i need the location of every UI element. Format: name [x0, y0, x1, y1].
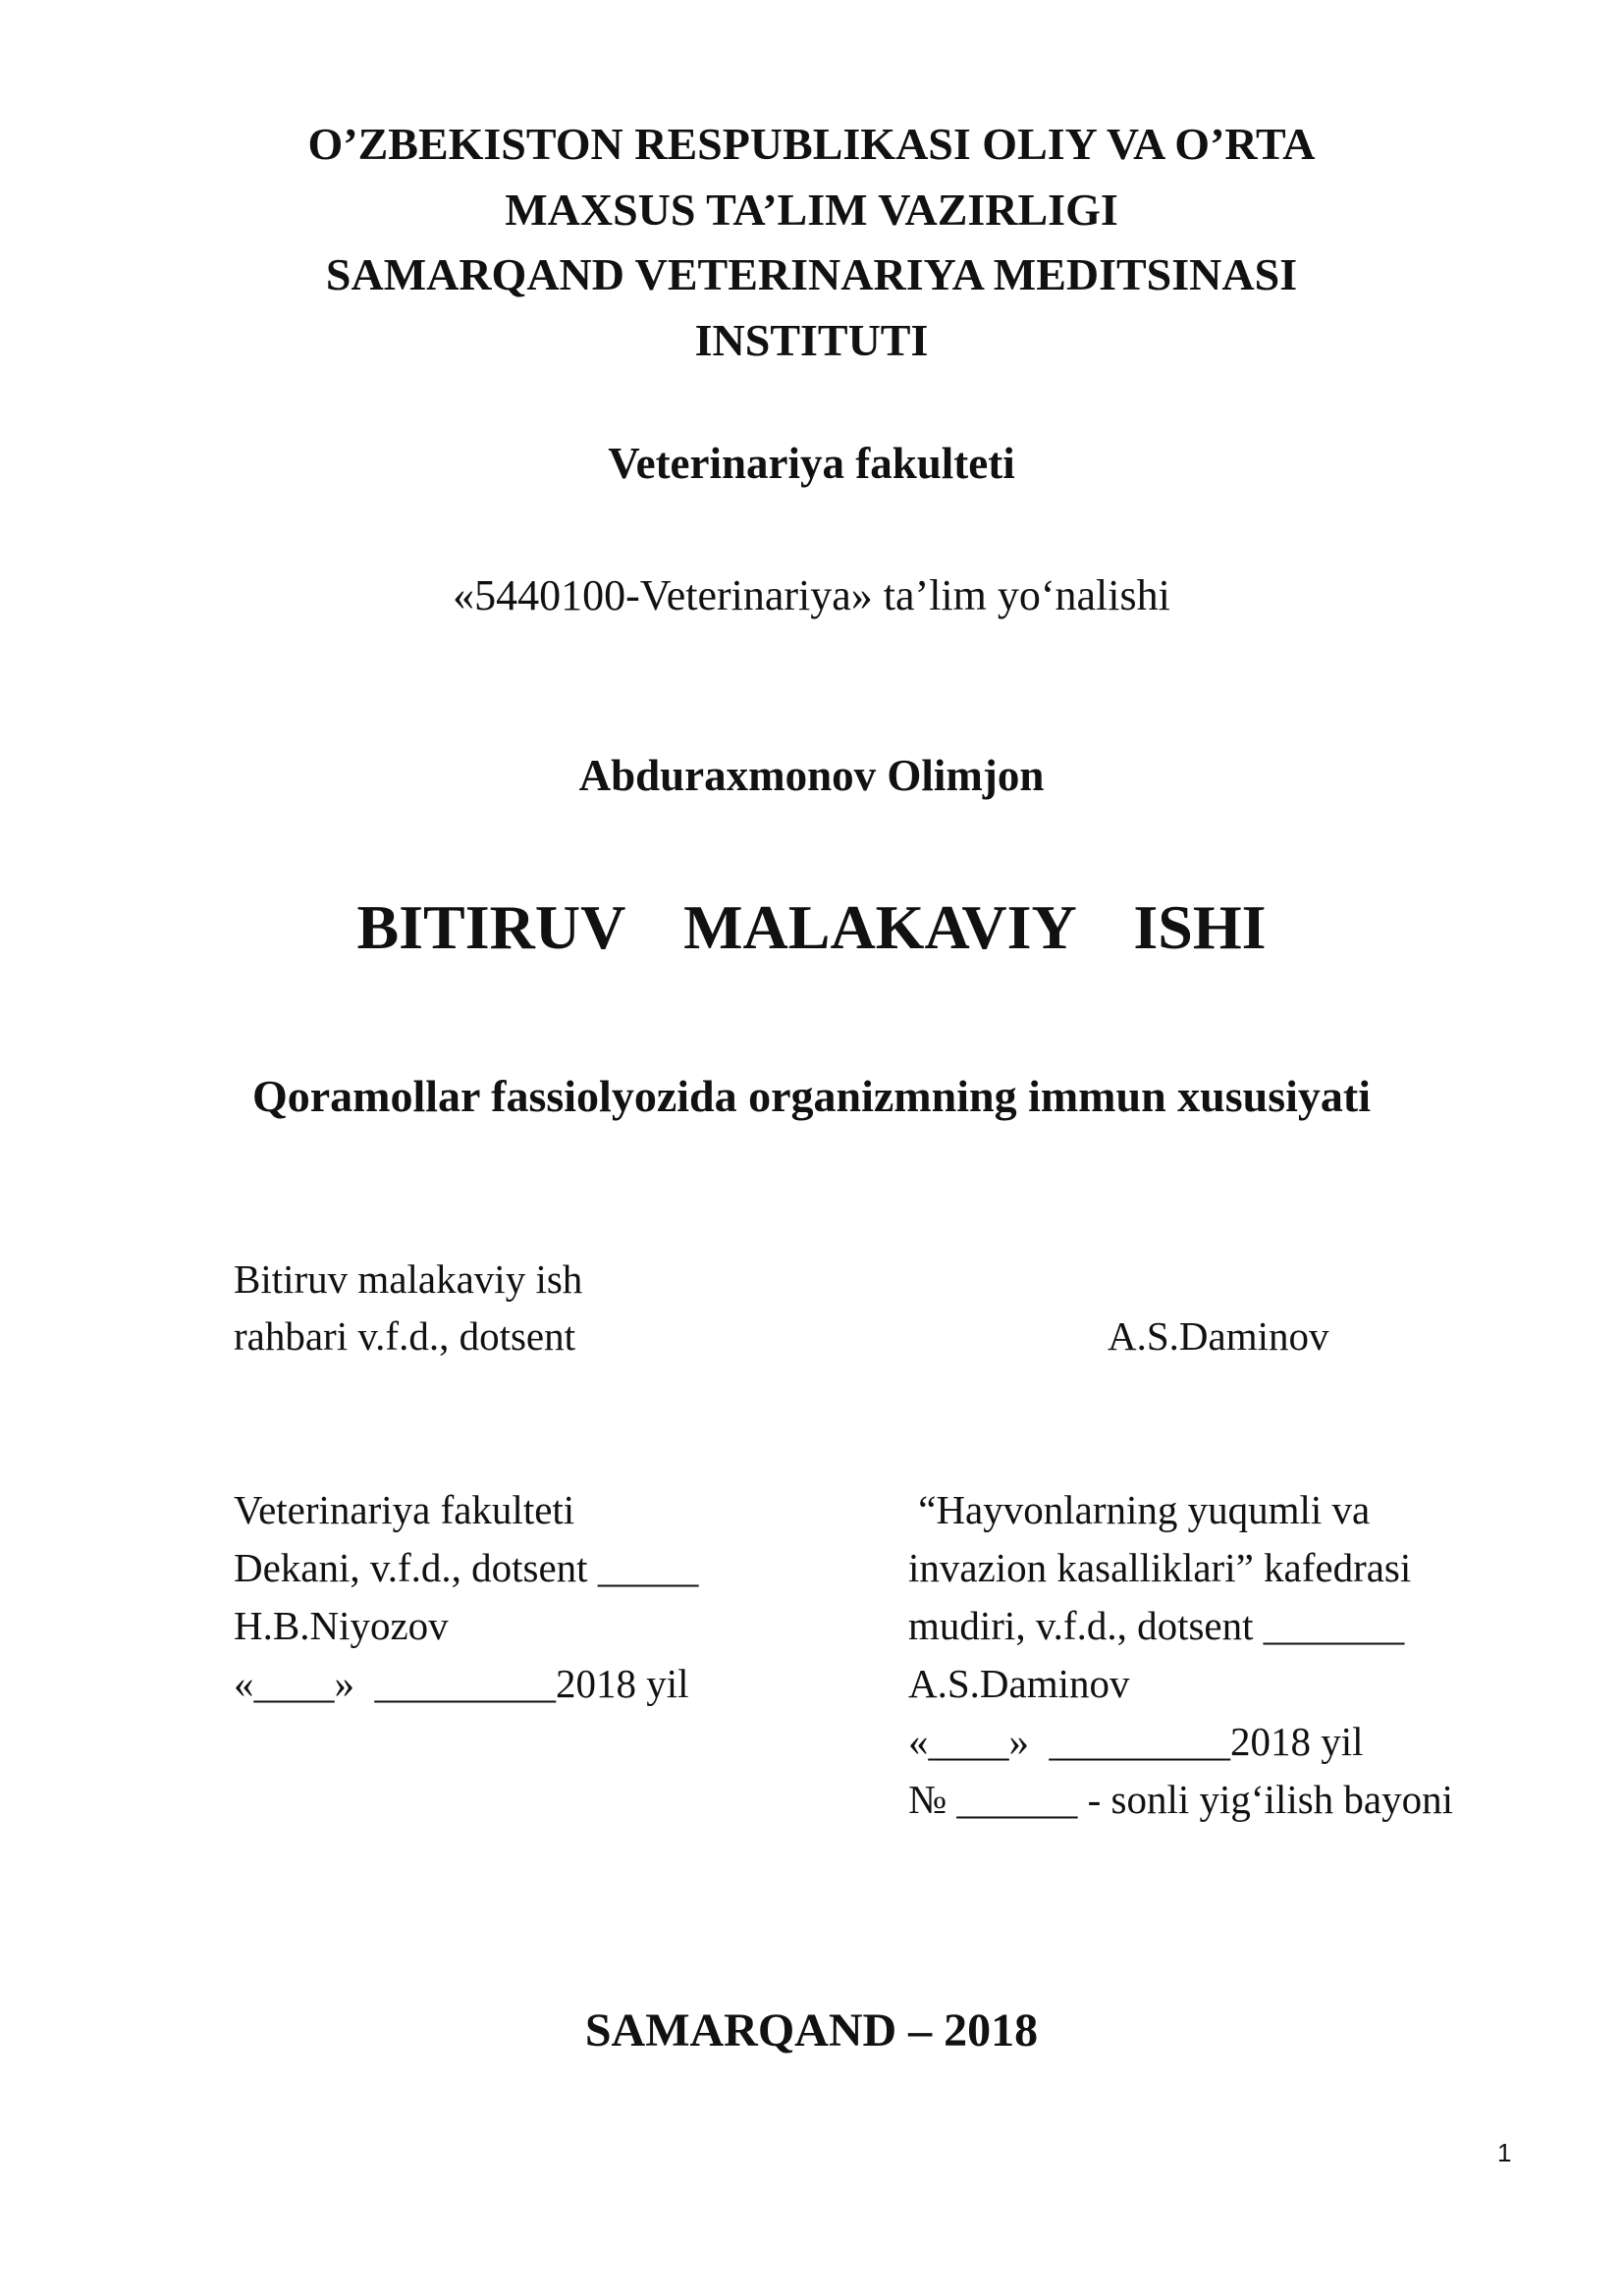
department-block-date: «____» _________2018 yil	[908, 1719, 1364, 1764]
dean-block-line: H.B.Niyozov	[234, 1603, 449, 1648]
dean-block-date: «____» _________2018 yil	[234, 1661, 689, 1706]
ministry-line-1: O’ZBEKISTON RESPUBLIKASI OLIY VA O’RTA	[307, 119, 1316, 169]
dean-block-line: Dekani, v.f.d., dotsent _____	[234, 1545, 699, 1590]
department-block-line: mudiri, v.f.d., dotsent _______	[908, 1603, 1405, 1648]
meeting-protocol-line: № ______ - sonli yig‘ilish bayoni	[908, 1777, 1454, 1822]
dean-block-line: Veterinariya fakulteti	[234, 1487, 575, 1532]
author-name: Abduraxmonov Olimjon	[578, 751, 1045, 800]
city-year: SAMARQAND – 2018	[584, 2004, 1039, 2056]
supervisor-label-line-1: Bitiruv malakaviy ish	[234, 1256, 583, 1302]
institute-line-1: SAMARQAND VETERINARIYA MEDITSINASI	[325, 249, 1298, 299]
institute-line-2: INSTITUTI	[694, 315, 929, 365]
department-block-line: invazion kasalliklari” kafedrasi	[908, 1545, 1412, 1590]
education-direction: «5440100-Veterinariya» ta’lim yo‘nalishi	[453, 571, 1170, 619]
department-block-line: A.S.Daminov	[908, 1661, 1130, 1706]
document-type-title: BITIRUV MALAKAVIY ISHI	[356, 892, 1267, 962]
page-number: 1	[1497, 2138, 1512, 2167]
thesis-topic: Qoramollar fassiolyozida organizmning immun xususiyati	[251, 1071, 1372, 1121]
department-block-line: “Hayvonlarning yuqumli va	[908, 1487, 1371, 1532]
faculty-name: Veterinariya fakulteti	[608, 439, 1015, 488]
supervisor-name: A.S.Daminov	[1108, 1313, 1329, 1359]
supervisor-label-line-2: rahbari v.f.d., dotsent	[234, 1313, 576, 1359]
ministry-line-2: MAXSUS TA’LIM VAZIRLIGI	[505, 185, 1118, 235]
